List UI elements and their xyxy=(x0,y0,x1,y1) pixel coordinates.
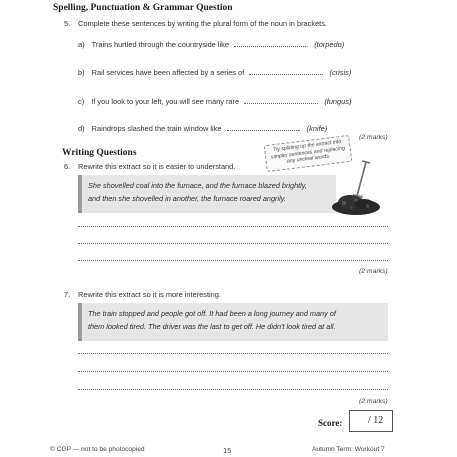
answer-line-q7-2[interactable] xyxy=(78,371,388,372)
marks-q7: (2 marks) xyxy=(359,398,388,405)
answer-line-q6-1[interactable] xyxy=(78,226,388,227)
item-sentence: If you look to your left, you will see many rare xyxy=(91,97,240,106)
item-noun: (fungus) xyxy=(324,97,352,106)
item-period: . xyxy=(306,40,309,49)
tip-bubble: Try splitting up the extract into simpler sentences and replacing any unclear words. xyxy=(264,135,353,172)
extract-line: them looked tired. The driver was the last to get off. He didn't look tired at all. xyxy=(88,322,336,331)
extract-box-q7 xyxy=(78,303,388,341)
question-5-text: Complete these sentences by writing the plural form of the noun in brackets. xyxy=(78,19,327,28)
extract-line: She shovelled coal into the furnace, and the furnace blazed brightly, xyxy=(88,181,307,190)
footer-workout: Autumn Term: Workout 7 xyxy=(312,446,385,453)
item-label: d) xyxy=(78,124,85,133)
section-heading-spag: Spelling, Punctuation & Grammar Question xyxy=(53,3,233,13)
answer-blank-c[interactable] xyxy=(244,95,319,106)
answer-blank-b[interactable] xyxy=(249,66,324,77)
answer-line-q7-3[interactable] xyxy=(78,389,388,390)
score-box[interactable] xyxy=(349,410,393,432)
question-6-text: Rewrite this extract so it is easier to understand. xyxy=(78,162,236,171)
question-number-6: 6. xyxy=(64,162,71,171)
item-label: c) xyxy=(78,97,85,106)
question-number-7: 7. xyxy=(64,290,71,299)
footer-copyright: © CGP — not to be photocopied xyxy=(50,446,145,453)
item-period: . xyxy=(321,68,324,77)
answer-blank-d[interactable] xyxy=(227,122,299,131)
extract-line: and then she shovelled in another, the furnace roared angrily. xyxy=(88,194,286,203)
score-label: Score: xyxy=(318,418,343,428)
answer-blank-a[interactable] xyxy=(234,38,309,49)
extract-line: The train stopped and people got off. It had been a long journey and many of xyxy=(88,309,336,318)
answer-line-q6-2[interactable] xyxy=(78,243,388,244)
item-c xyxy=(78,95,351,106)
item-sentence: Rail services have been affected by a series of xyxy=(91,68,245,77)
question-7-text: Rewrite this extract so it is more interesting. xyxy=(78,290,221,299)
coal-shovel-illustration xyxy=(326,158,386,218)
item-noun: (torpedo) xyxy=(314,40,345,49)
item-period: . xyxy=(316,97,319,106)
answer-line-q7-1[interactable] xyxy=(78,353,388,354)
score-total: / 12 xyxy=(368,415,384,426)
section-heading-writing: Writing Questions xyxy=(62,148,137,158)
item-sentence: Trains hurtled through the countryside like xyxy=(91,40,229,49)
item-a xyxy=(78,38,344,49)
page-number: 15 xyxy=(223,446,232,455)
item-label: b) xyxy=(78,68,85,77)
question-number-5: 5. xyxy=(64,19,71,28)
answer-line-q6-3[interactable] xyxy=(78,260,388,261)
item-noun: (knife) xyxy=(306,124,328,133)
marks-q6: (2 marks) xyxy=(359,268,388,275)
item-label: a) xyxy=(78,40,85,49)
item-d xyxy=(78,122,327,133)
marks-q5: (2 marks) xyxy=(359,134,388,141)
item-b xyxy=(78,66,351,77)
item-noun: (crisis) xyxy=(329,68,352,77)
extract-box-q6 xyxy=(78,175,336,213)
item-period: . xyxy=(298,124,301,133)
item-sentence: Raindrops slashed the train window like xyxy=(91,124,222,133)
